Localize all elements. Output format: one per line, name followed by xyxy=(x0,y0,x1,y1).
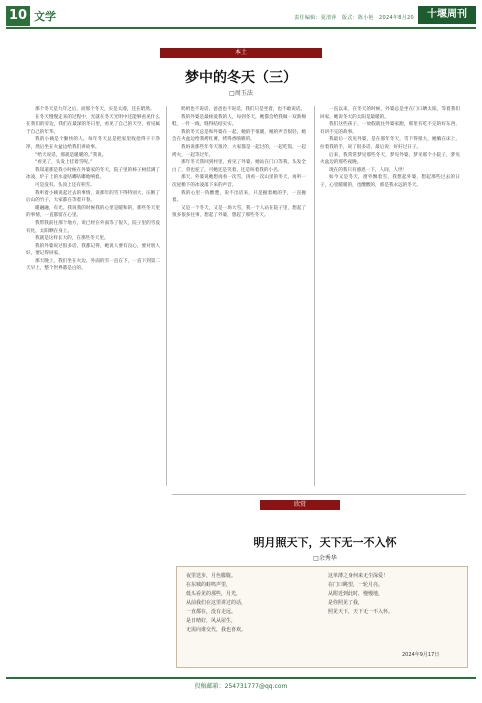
story-paragraph: 我听着小姨说起过去的事情，说那年的雪下得特别大，压断了后山的竹子，大家都在等着开春。 xyxy=(26,190,160,204)
story-paragraph: 我的小姨是个勤快的人，每年冬天总是把家里收拾得干干净净，然后坐在火盆边给我们讲故事。 xyxy=(26,137,160,150)
story-title: 梦中的冬天（三） xyxy=(185,70,297,86)
story-paragraph: 我的外婆是最疼爱我的人，每到冬天，她都会给我做一双新棉鞋，一针一线，缝得结结实实。 xyxy=(172,114,306,128)
masthead-logo: 十堰周刊 xyxy=(418,6,476,24)
poem-line: 在东城的蛙鸣声里， xyxy=(186,582,232,588)
story-paragraph: 我带我前往那个地方，说已经在外面等了很久，院子里的雪没有化，太阳晒在身上。 xyxy=(26,220,160,234)
poem-line: 夜里送步，月色朦胧。 xyxy=(186,573,237,579)
column-divider xyxy=(166,106,167,486)
poem-left-column xyxy=(186,572,316,662)
header-rule xyxy=(6,27,476,29)
story-paragraph: 我就是这样长大的，在那些冬天里。 xyxy=(35,236,109,242)
story-paragraph: 一直以来，在冬天的时候，外婆总是坐在门口晒太阳，等着我们回家，她说冬天的太阳是最暖的。 xyxy=(320,107,460,120)
story-paragraph: 现在的我只有感恩一下，人间，人世！ xyxy=(329,167,408,173)
poem-line: 从前我们在这里讲过的话， xyxy=(186,600,247,606)
poem-title: 明月照天下，天下无一不入怀 xyxy=(253,536,397,549)
poem-line: 无需向谁交代，我也喜欢。 xyxy=(186,627,247,633)
story-paragraph: 如今又是冬天，窗外飘着雪，我想起外婆，想起那些过去的日子，心里暖暖的，也酸酸的，那是我永远的冬天。 xyxy=(320,175,460,188)
story-paragraph: 我的外婆说过很多话，我都记得，她说人要有良心，要对别人好，要记得回家。 xyxy=(26,243,160,257)
story-paragraph: 那天晚上，我们坐在火边，外面的雪一直在下，一直下到第二天早上，整个世界都是白的。 xyxy=(26,258,160,272)
poem-line: 这单薄之身何来无尘深爱！ xyxy=(328,573,389,579)
story-paragraph: 我妈说那些年冬天很冷，大家都是一起过的，一起吃饭，一起烤火，一起等过年。 xyxy=(172,144,306,158)
poem-byline: □余秀华 xyxy=(313,555,337,562)
poem-line: 从附近到此时，慢慢地， xyxy=(328,591,384,597)
poem-line: 在门口眺望，一轮月亮。 xyxy=(328,582,384,588)
story-paragraph: 那年冬天我回到村里，看见了外婆，她站在门口等我，头发全白了，背也驼了，可她还是笑着，还是叫着我的小名。 xyxy=(172,160,306,173)
story-section-banner: 本土 xyxy=(160,48,322,58)
story-paragraph: 暖融融，有光。我说我的时候我的心里是暖和的，那些冬天里的事情，一直都留在心里。 xyxy=(26,205,160,219)
story-paragraph: 我的冬天总是和外婆在一起，她的手很暖，她的声音很轻，她会在火盆边给我烤红薯，烤得香喷喷的。 xyxy=(172,129,306,143)
story-column-1 xyxy=(26,106,160,662)
story-paragraph: “给天说话，那就是暖暖的。”我说。 xyxy=(35,152,107,158)
poem-right-column xyxy=(328,572,463,652)
poem-line: 低头看见的那些，月光， xyxy=(186,591,242,597)
story-paragraph: 我知道那是我小时候在外婆家的冬天，院子里的柿子树挂满了冰凌，炉子上的水壶咕嘟咕嘟地响着。 xyxy=(26,167,160,181)
page-header xyxy=(6,6,476,26)
story-paragraph: 在冬天慢慢走来的过程中，光就在冬天光明中还能够看见什么在我们的旁边，我们在最深的冬日里，看见了自己的天空，看见属于自己的年华。 xyxy=(26,114,160,135)
story-paragraph: 我最后一次见外婆，是在那年冬天，雪下得很大，她躺在床上，拉着我的手，说了很多话，最后说：好好过日子。 xyxy=(320,137,460,150)
poem-line: 是日晴好，风从屋生， xyxy=(186,618,237,624)
story-paragraph: “看见了，头发上挂着雪呢。” xyxy=(35,160,93,166)
footer-rule xyxy=(6,677,476,679)
story-column-3 xyxy=(320,106,460,486)
story-paragraph: 后来，我常常梦见那些冬天，梦见外婆，梦见那个小院子，梦见火盆边的那些夜晚。 xyxy=(320,152,460,166)
story-byline: □周玉法 xyxy=(229,90,253,97)
story-column-2 xyxy=(172,106,306,486)
story-paragraph: 我的心里一阵酸楚，说不出话来，只是握着她的手，一直握着。 xyxy=(172,190,306,204)
story-paragraph: 那个冬天是九年之后，而那个冬天，实是太漫，还在昭然。 xyxy=(35,107,155,112)
poem-line: 是你照见了我， xyxy=(328,600,364,606)
story-paragraph: 我们这些孩子，一放假就往外婆家跑，那里有吃不完的好东西，有讲不完的故事。 xyxy=(320,122,460,135)
story-paragraph: 可是没有。头顶上还有积雪。 xyxy=(35,182,95,188)
section-divider xyxy=(172,494,466,495)
poem-section-banner: 欣赏 xyxy=(260,500,340,510)
footer-contact: 投稿邮箱：254731777@qq.com xyxy=(194,683,288,690)
editor-credits: 责任编辑：夏清萍 版式：陈小艳 2024年8月20 xyxy=(294,15,414,21)
poem-line: 一直都在，没有走远。 xyxy=(186,609,237,615)
story-paragraph: 奶奶也不说话，爸爸也不说话，我们只是坐着，也不敢说话。 xyxy=(181,107,306,112)
page-number: 10 xyxy=(6,6,30,26)
poem-date: 2024年9月17日 xyxy=(402,652,440,658)
story-paragraph: 又是一个冬天，又是一场大雪，我一个人站在院子里，想起了很多很多往事，想起了外婆，想起了那些冬天。 xyxy=(172,205,306,219)
poem-line: 照见天下，天下无一不入怀。 xyxy=(328,609,394,615)
section-name: 文学 xyxy=(34,10,56,23)
story-paragraph: 那天，外婆说她想再看一次雪，再看一次山里的冬天，再听一次屋檐下的冰凌落下来的声音。 xyxy=(172,175,306,188)
column-divider xyxy=(314,106,315,486)
